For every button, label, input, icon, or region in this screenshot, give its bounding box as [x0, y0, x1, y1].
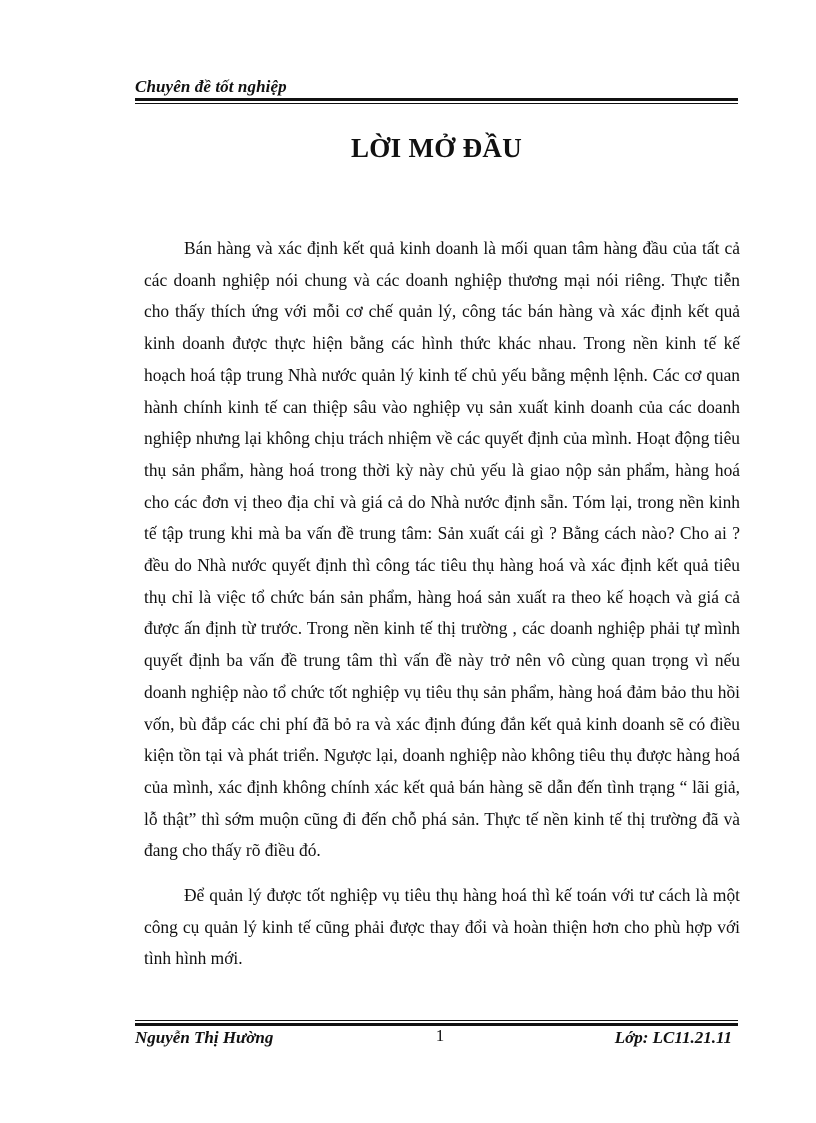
- paragraph-2: Để quản lý được tốt nghiệp vụ tiêu thụ hàng hoá thì kế toán với tư cách là một công cụ quản lý kinh tế cũng phải được thay đổi và hoàn thiện hơn cho phù hợp với tình hình mới.: [144, 885, 740, 969]
- header-title: Chuyên đề tốt nghiệp: [135, 77, 287, 96]
- footer-class-label: Lớp: LC11.21.11: [614, 1028, 732, 1047]
- header-rule: [135, 98, 738, 101]
- page-number: 1: [435, 1026, 445, 1045]
- footer-rule: [135, 1020, 738, 1021]
- header-rule-thin: [135, 103, 738, 104]
- page-title: LỜI MỞ ĐẦU: [351, 133, 522, 163]
- body-text: [144, 233, 740, 975]
- paragraph-1: Bán hàng và xác định kết quả kinh doanh là mối quan tâm hàng đầu của tất cả các doanh nghiệp nói chung và các doanh nghiệp thương mại nói riêng. Thực tiễn cho thấy thích ứng với mỗi cơ chế quản lý, công tác bán hàng và xác định kết quả kinh doanh được thực hiện bằng các hình thức khác nhau. Trong nền kinh tế kế hoạch hoá tập trung Nhà nước quản lý kinh tế chủ yếu bằng mệnh lệnh. Các cơ quan hành chính kinh tế can thiệp sâu vào nghiệp vụ sản xuất kinh doanh của các doanh nghiệp nhưng lại không chịu trách nhiệm về các quyết định của mình. Hoạt động tiêu thụ sản phẩm, hàng hoá trong thời kỳ này chủ yếu là giao nộp sản phẩm, hàng hoá cho các đơn vị theo địa chỉ và giá cả do Nhà nước định sẵn. Tóm lại, trong nền kinh tế tập trung khi mà ba vấn đề trung tâm: Sản xuất cái gì ? Bằng cách nào? Cho ai ? đều do Nhà nước quyết định thì công tác tiêu thụ hàng hoá và xác định kết quả tiêu thụ chỉ là việc tổ chức bán sản phẩm, hàng hoá sản xuất ra theo kế hoạch và giá cả được ấn định từ trước. Trong nền kinh tế thị trường , các doanh nghiệp phải tự mình quyết định ba vấn đề trung tâm thì vấn đề này trở nên vô cùng quan trọng vì nếu doanh nghiệp nào tổ chức tốt nghiệp vụ tiêu thụ sản phẩm, hàng hoá đảm bảo thu hồi vốn, bù đắp các chi phí đã bỏ ra và xác định đúng đắn kết quả kinh doanh sẽ có điều kiện tồn tại và phát triển. Ngược lại, doanh nghiệp nào không tiêu thụ được hàng hoá của mình, xác định không chính xác kết quả bán hàng sẽ dẫn đến tình trạng “ lãi giả, lỗ thật” thì sớm muộn cũng đi đến chỗ phá sản. Thực tế nền kinh tế thị trường đã và đang cho thấy rõ điều đó.: [144, 238, 740, 861]
- footer-author: Nguyễn Thị Hường: [135, 1028, 274, 1047]
